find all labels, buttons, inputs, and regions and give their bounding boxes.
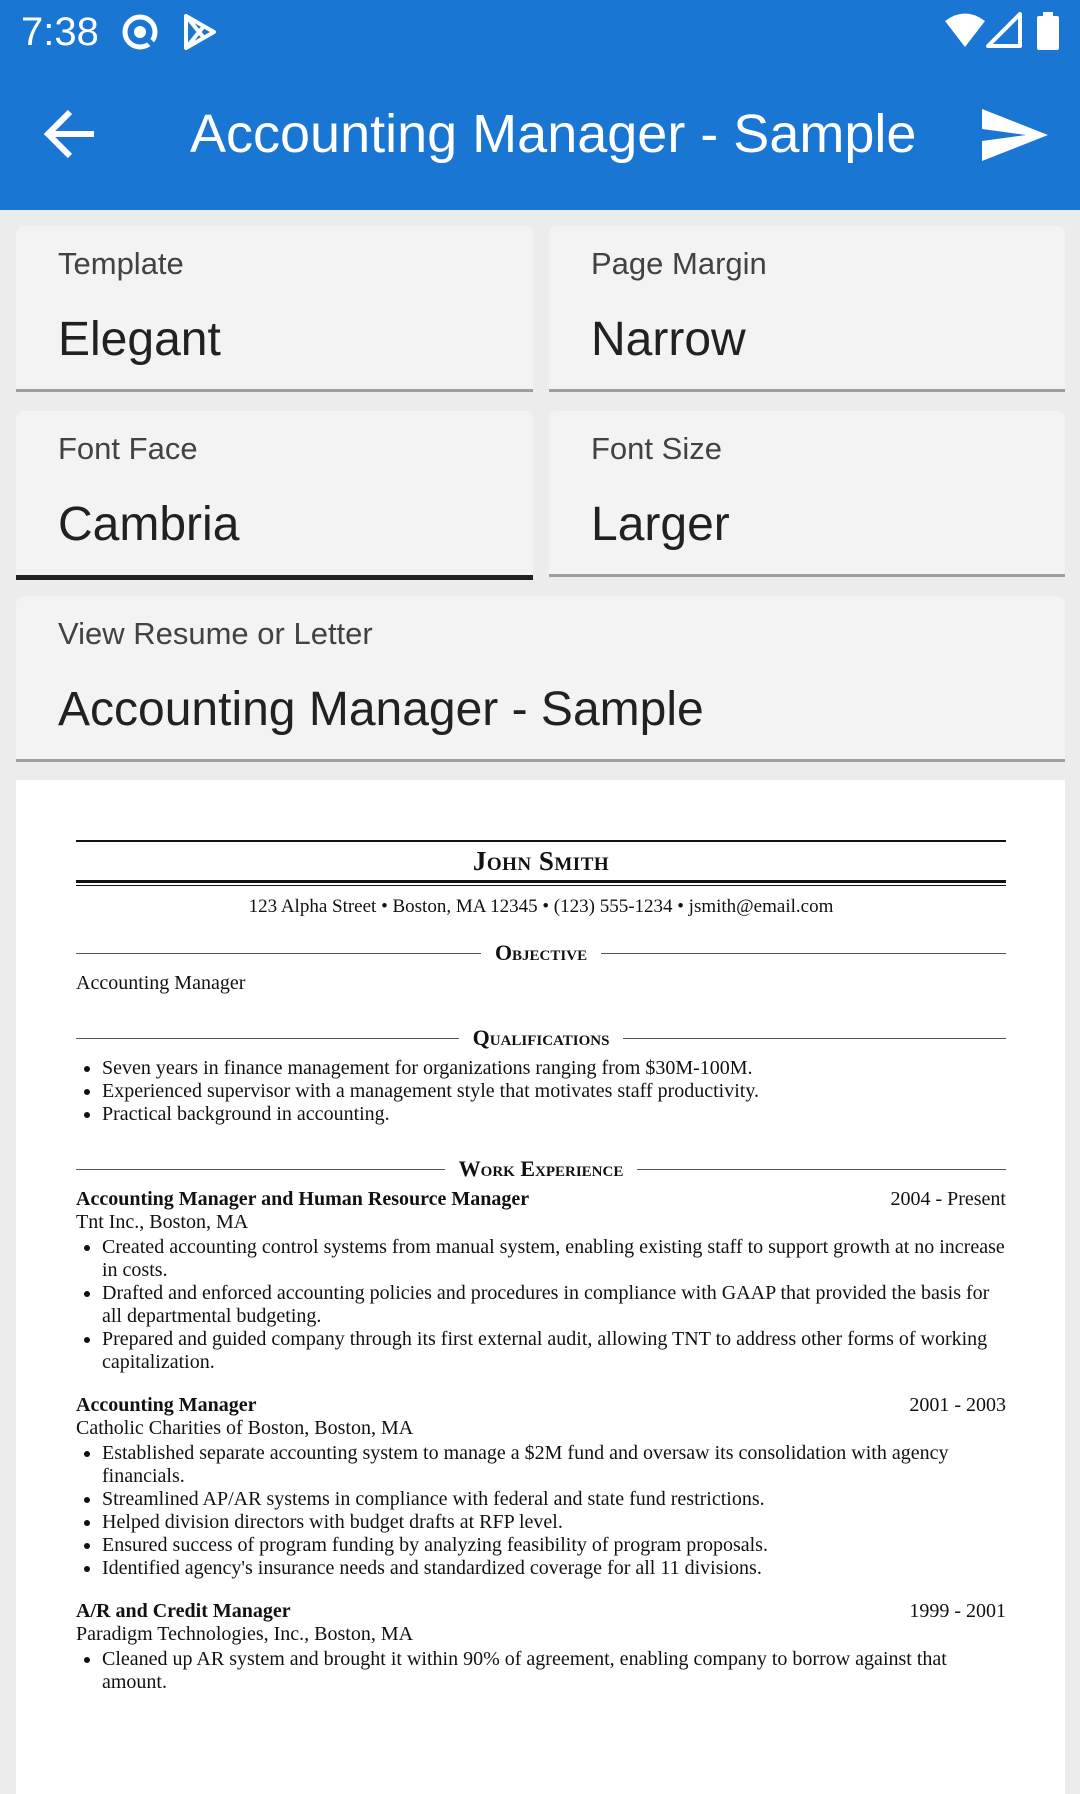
- send-icon[interactable]: [980, 105, 1050, 165]
- objective-text: Accounting Manager: [76, 972, 246, 994]
- job-entry: [76, 1394, 1006, 1580]
- list-item: • Prepared and guided company through its first external audit, allowing TNT to address other forms of working capitalization.: [102, 1328, 1006, 1374]
- page-margin-dropdown[interactable]: [549, 226, 1065, 392]
- job-company: Catholic Charities of Boston, Boston, MA: [76, 1417, 414, 1439]
- section-heading: [76, 1156, 1006, 1182]
- list-item: • Seven years in finance management for organizations ranging from $30M-100M.: [102, 1057, 1006, 1080]
- job-title: A/R and Credit Manager: [76, 1600, 291, 1622]
- job-dates: 2004 - Present: [890, 1188, 1006, 1210]
- template-label: Template: [58, 246, 184, 281]
- job-dates: 2001 - 2003: [909, 1394, 1006, 1416]
- objective-title: Objective: [494, 940, 588, 965]
- section-heading: [76, 940, 1006, 966]
- page-margin-label: Page Margin: [591, 246, 767, 281]
- job-entry: [76, 1188, 1006, 1374]
- font-face-label: Font Face: [58, 431, 198, 466]
- job-company: Tnt Inc., Boston, MA: [76, 1211, 249, 1233]
- page-title: Accounting Manager - Sample: [190, 104, 917, 164]
- view-resume-value: Accounting Manager - Sample: [58, 683, 704, 736]
- job-title: Accounting Manager and Human Resource Manager: [76, 1188, 530, 1210]
- page-margin-value: Narrow: [591, 313, 746, 366]
- job-dates: 1999 - 2001: [909, 1600, 1006, 1622]
- play-store-icon: [180, 12, 220, 52]
- template-dropdown[interactable]: [16, 226, 533, 392]
- qualifications-title: Qualifications: [472, 1025, 610, 1050]
- resume-name: John Smith: [472, 846, 610, 876]
- job-bullets: [76, 1236, 1006, 1374]
- font-face-value: Cambria: [58, 498, 240, 551]
- battery-icon: [1036, 12, 1060, 50]
- job-bullets: [76, 1648, 1006, 1694]
- section-heading: [76, 1025, 1006, 1051]
- job-bullets: [76, 1442, 1006, 1580]
- resume-document: [76, 840, 1006, 1694]
- font-size-label: Font Size: [591, 431, 722, 466]
- list-item: • Established separate accounting system to manage a $2M fund and oversaw its consolidation with agency financials.: [102, 1442, 1006, 1488]
- font-size-value: Larger: [591, 498, 730, 551]
- job-entry: [76, 1600, 1006, 1694]
- font-size-dropdown[interactable]: [549, 411, 1065, 577]
- list-item: • Ensured success of program funding by analyzing feasibility of program proposals.: [102, 1534, 1006, 1557]
- resume-contact: 123 Alpha Street • Boston, MA 12345 • (123) 555-1234 • jsmith@email.com: [248, 896, 834, 917]
- divider: [76, 880, 1006, 883]
- app-bar: [0, 63, 1080, 210]
- view-resume-dropdown[interactable]: [16, 596, 1065, 762]
- view-resume-label: View Resume or Letter: [58, 616, 373, 651]
- list-item: • Experienced supervisor with a management style that motivates staff productivity.: [102, 1080, 1006, 1103]
- job-company: Paradigm Technologies, Inc., Boston, MA: [76, 1623, 414, 1645]
- resume-preview[interactable]: [16, 780, 1065, 1794]
- wifi-icon: [944, 12, 986, 48]
- list-item: • Streamlined AP/AR systems in compliance with federal and state fund restrictions.: [102, 1488, 1006, 1511]
- job-title: Accounting Manager: [76, 1394, 257, 1416]
- list-item: • Cleaned up AR system and brought it within 90% of agreement, enabling company to borrow against that amount.: [102, 1648, 1006, 1694]
- list-item: • Drafted and enforced accounting policies and procedures in compliance with GAAP that provided the basis for all departmental budgeting.: [102, 1282, 1006, 1328]
- divider: [76, 885, 1006, 886]
- list-item: • Created accounting control systems from manual system, enabling existing staff to support growth at no increase in costs.: [102, 1236, 1006, 1282]
- work-experience-title: Work Experience: [458, 1156, 624, 1181]
- list-item: • Helped division directors with budget drafts at RFP level.: [102, 1511, 1006, 1534]
- template-value: Elegant: [58, 313, 221, 366]
- status-time: 7:38: [21, 10, 99, 54]
- qualifications-list: [76, 1057, 1006, 1126]
- list-item: • Identified agency's insurance needs and standardized coverage for all 11 divisions.: [102, 1557, 1006, 1580]
- font-face-dropdown[interactable]: [16, 411, 533, 580]
- arrow-back-icon[interactable]: [40, 103, 102, 165]
- at-sign-icon: [120, 12, 160, 52]
- cell-signal-icon: [986, 12, 1022, 48]
- list-item: • Practical background in accounting.: [102, 1103, 1006, 1126]
- status-bar: [0, 0, 1080, 63]
